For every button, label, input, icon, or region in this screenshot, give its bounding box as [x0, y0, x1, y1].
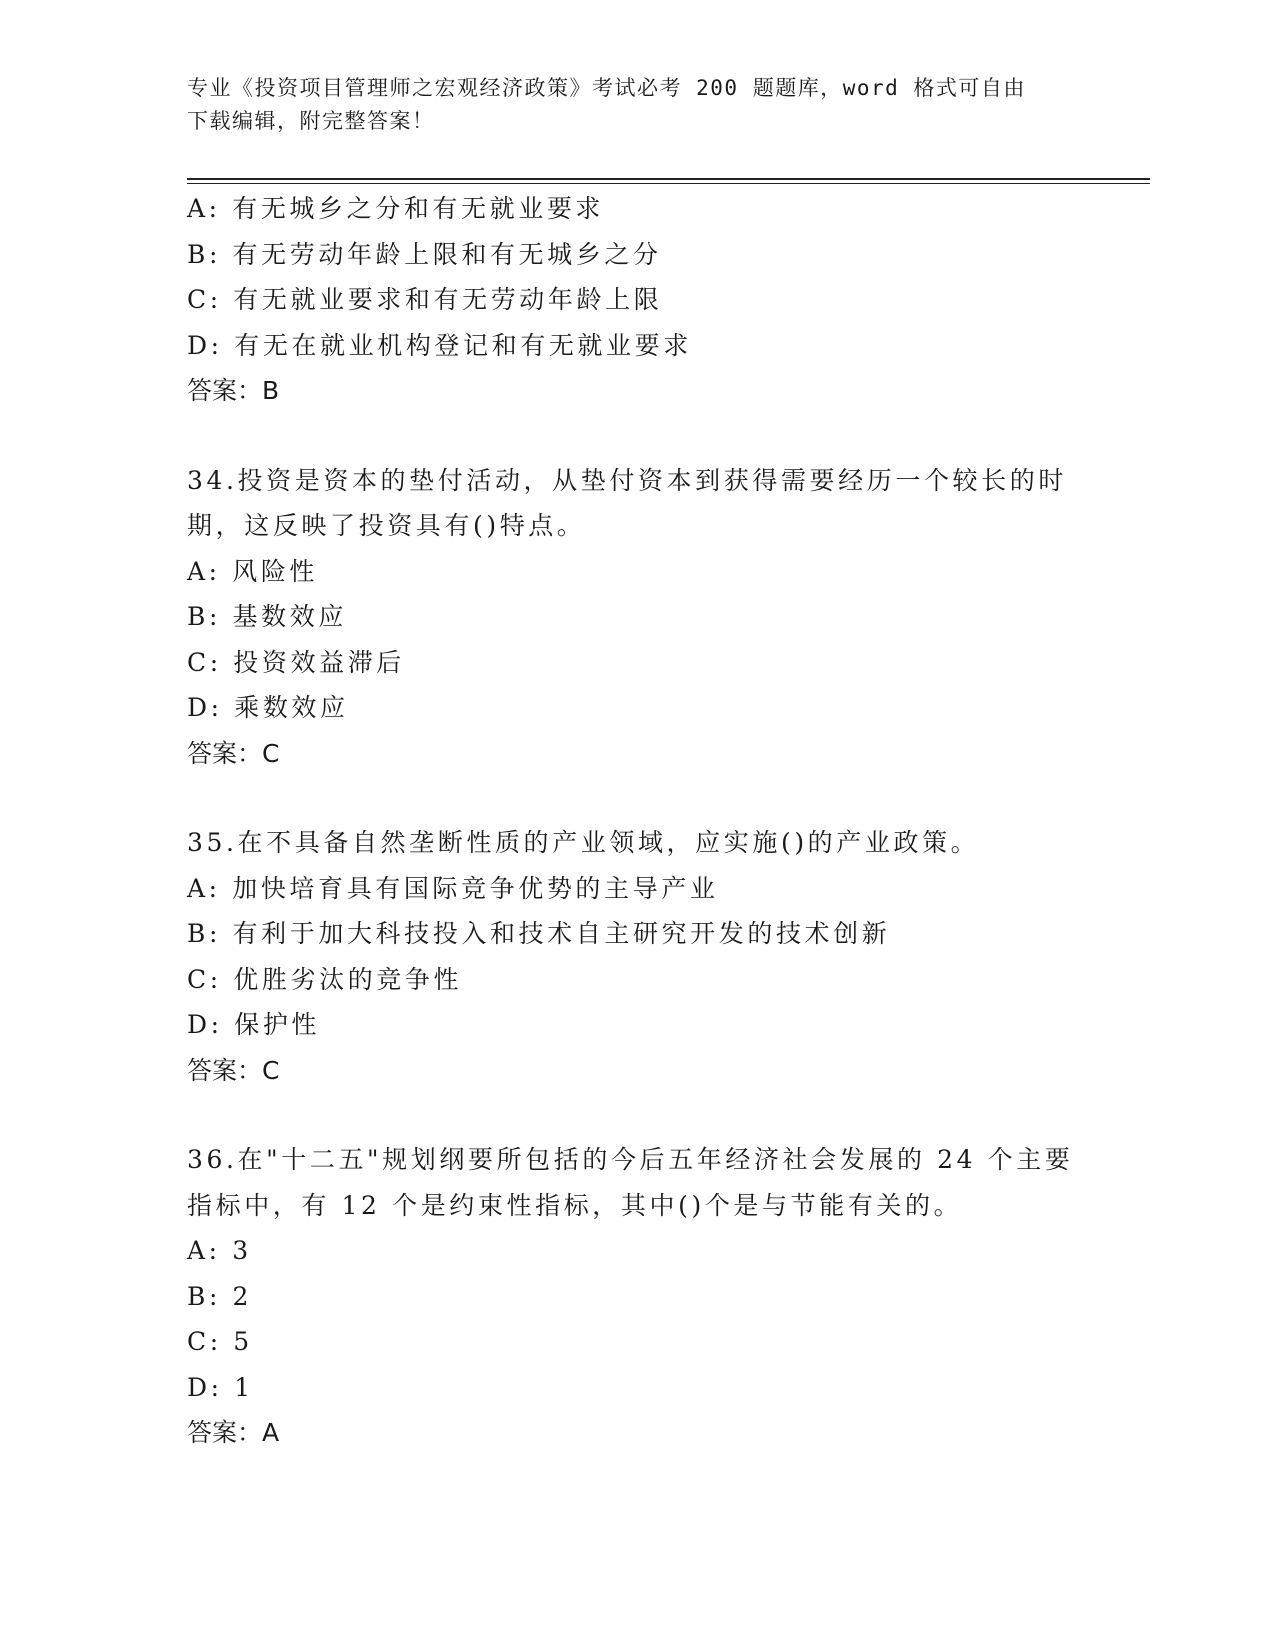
- option-a: A: 有无城乡之分和有无就业要求: [187, 194, 605, 223]
- answer: 答案：B: [187, 376, 280, 405]
- option-a: A: 加快培育具有国际竞争优势的主导产业: [187, 873, 719, 903]
- question-stem-line: 期，这反映了投资具有()特点。: [187, 511, 586, 540]
- option-c: C: 有无就业要求和有无劳动年龄上限: [187, 285, 663, 314]
- question-35: [187, 820, 1087, 1093]
- option-d: D: 有无在就业机构登记和有无就业要求: [187, 330, 692, 360]
- answer: 答案：C: [187, 738, 280, 768]
- option-d: D: 保护性: [187, 1010, 321, 1039]
- header-line-1: 专业《投资项目管理师之宏观经济政策》考试必考 200 题题库，word 格式可自由: [187, 76, 1026, 100]
- option-b: B: 有利于加大科技投入和技术自主研究开发的技术创新: [187, 919, 891, 948]
- question-34: [187, 458, 1087, 777]
- option-a: A: 3: [187, 1236, 252, 1265]
- question-stem-line: 34.投资是资本的垫付活动，从垫付资本到获得需要经历一个较长的时: [187, 465, 1067, 495]
- answer: 答案：C: [187, 1055, 280, 1085]
- option-c: C: 5: [187, 1327, 253, 1356]
- option-a: A: 风险性: [187, 556, 319, 586]
- question-36: [187, 1137, 1087, 1456]
- question-list: [187, 186, 1087, 1456]
- question-stem-line: 35.在不具备自然垄断性质的产业领域，应实施()的产业政策。: [187, 828, 980, 857]
- option-c: C: 优胜劣汰的竞争性: [187, 964, 463, 994]
- answer: 答案：A: [187, 1418, 280, 1447]
- header-divider-thin: [187, 183, 1150, 184]
- question-33: [187, 186, 1087, 414]
- question-stem-line: 36.在"十二五"规划纲要所包括的今后五年经济社会发展的 24 个主要: [187, 1145, 1074, 1174]
- option-d: D: 1: [187, 1372, 254, 1402]
- option-b: B: 基数效应: [187, 602, 347, 631]
- option-b: B: 有无劳动年龄上限和有无城乡之分: [187, 239, 662, 269]
- header-line-2: 下载编辑，附完整答案！: [187, 109, 435, 133]
- document-header: [187, 72, 1067, 138]
- header-divider-thick: [187, 178, 1150, 180]
- option-c: C: 投资效益滞后: [187, 647, 405, 677]
- question-stem-line: 指标中，有 12 个是约束性指标，其中()个是与节能有关的。: [187, 1190, 963, 1220]
- option-b: B: 2: [187, 1281, 253, 1311]
- option-d: D: 乘数效应: [187, 693, 349, 722]
